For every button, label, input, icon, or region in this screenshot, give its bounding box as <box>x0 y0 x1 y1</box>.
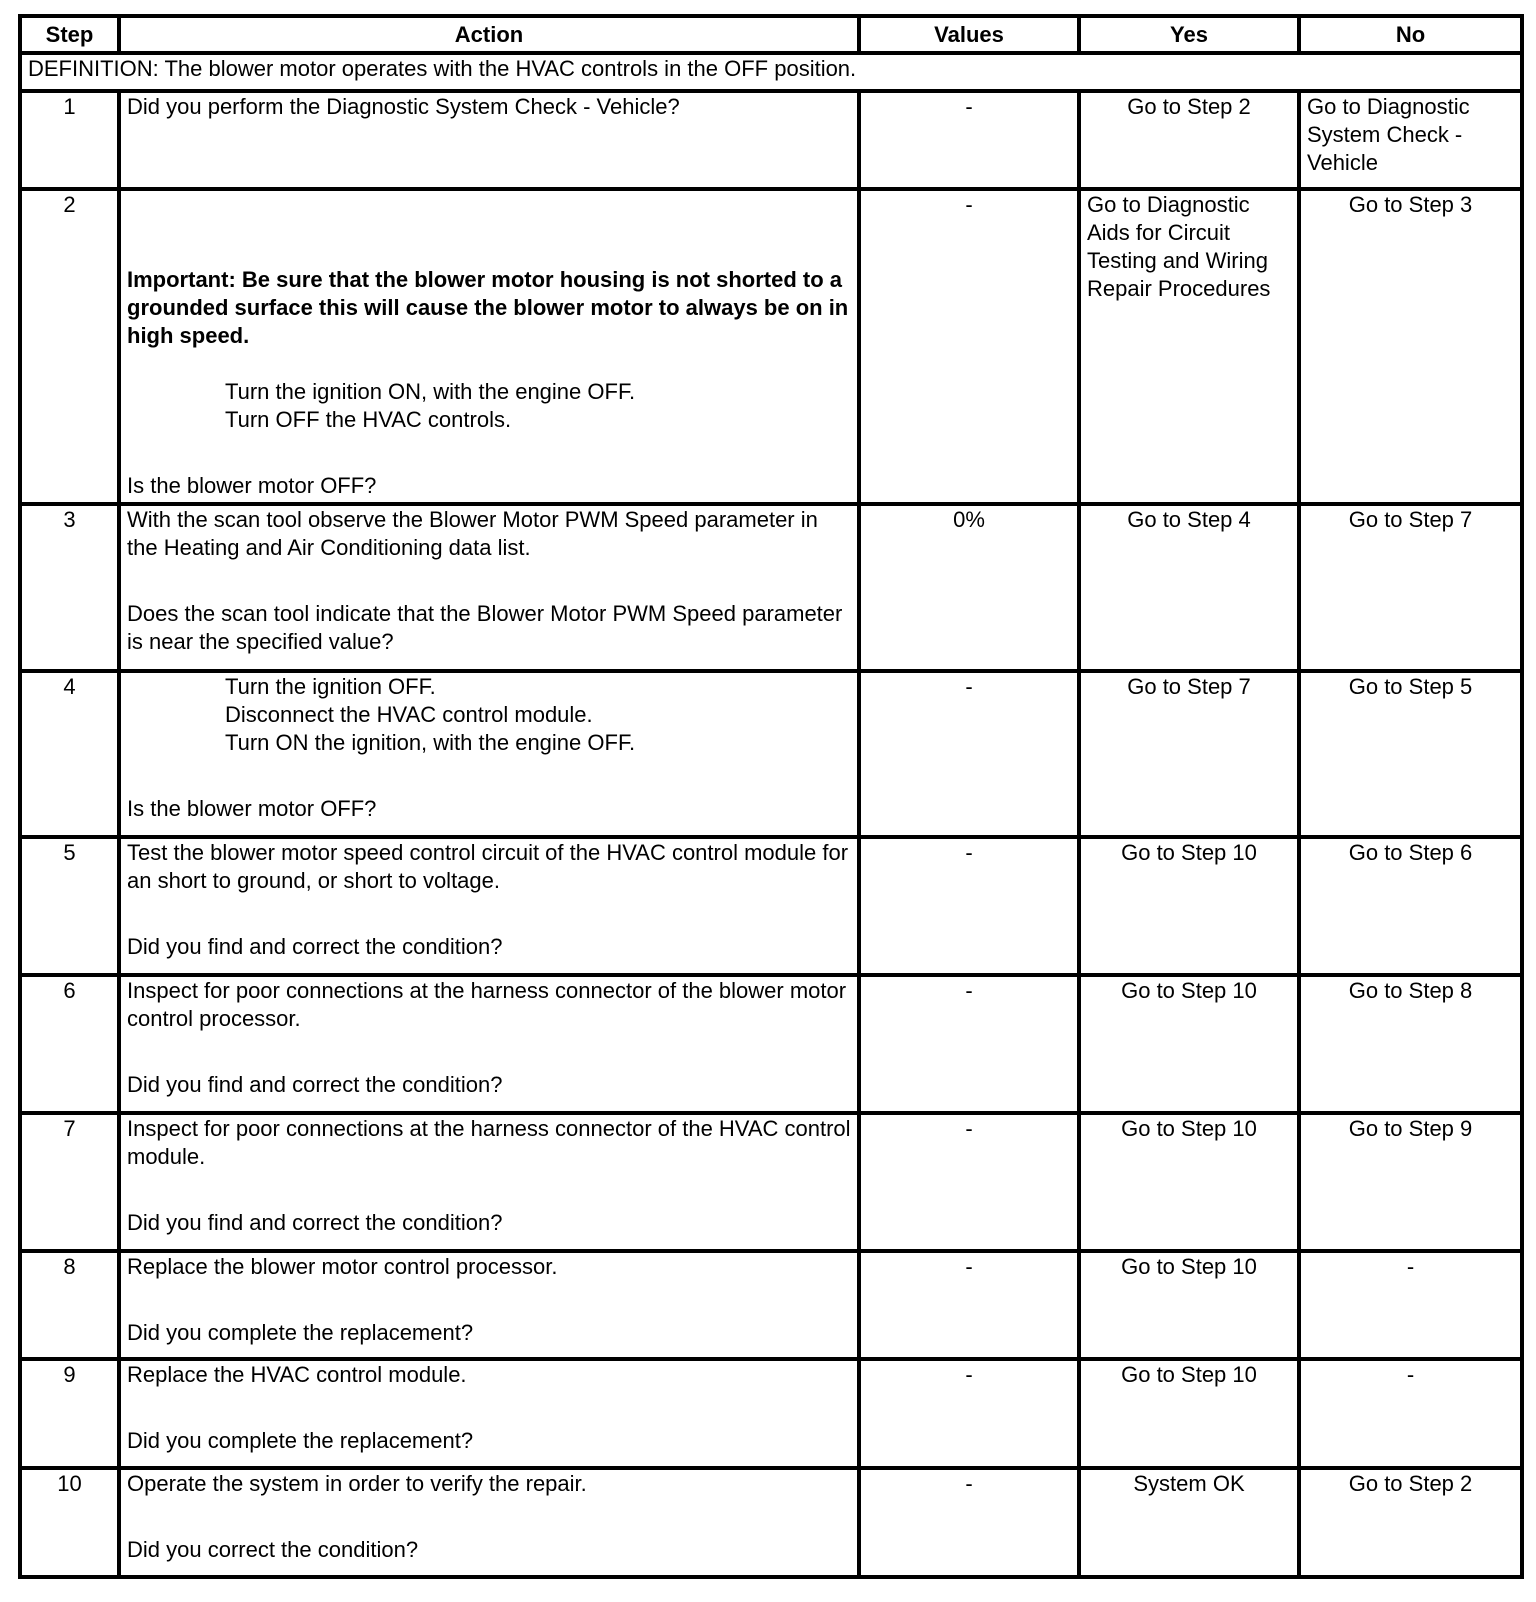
action-question: Did you complete the replacement? <box>127 1320 474 1345</box>
step-number: 6 <box>20 975 119 1113</box>
yes-cell: Go to Step 2 <box>1079 91 1299 189</box>
no-cell: Go to Step 2 <box>1299 1468 1522 1577</box>
action-cell <box>119 975 859 1113</box>
action-cell <box>119 1359 859 1468</box>
step-number: 8 <box>20 1251 119 1359</box>
values-cell: - <box>859 1468 1079 1577</box>
step-number: 1 <box>20 91 119 189</box>
diagnostic-table <box>18 14 1524 1579</box>
action-bullet: Turn ON the ignition, with the engine OFF. <box>225 730 636 755</box>
header-row <box>20 16 1522 53</box>
no-cell: Go to Step 9 <box>1299 1113 1522 1251</box>
no-cell: Go to Step 5 <box>1299 671 1522 837</box>
no-cell: Go to Step 6 <box>1299 837 1522 975</box>
step-number: 7 <box>20 1113 119 1251</box>
definition-text: DEFINITION: The blower motor operates with the HVAC controls in the OFF position. <box>20 53 1522 91</box>
table-row <box>20 1359 1522 1468</box>
yes-cell: Go to Step 10 <box>1079 1113 1299 1251</box>
table-row <box>20 1468 1522 1577</box>
action-bullet: Disconnect the HVAC control module. <box>225 702 593 727</box>
yes-cell: Go to Step 10 <box>1079 1251 1299 1359</box>
yes-cell: Go to Step 4 <box>1079 504 1299 671</box>
no-cell: - <box>1299 1251 1522 1359</box>
action-instruction: Replace the blower motor control processor. <box>127 1254 558 1279</box>
table-row <box>20 671 1522 837</box>
action-cell <box>119 671 859 837</box>
header-values: Values <box>859 16 1079 53</box>
action-instruction: Replace the HVAC control module. <box>127 1362 467 1387</box>
no-cell: Go to Diagnostic System Check - Vehicle <box>1299 91 1522 189</box>
action-cell <box>119 91 859 189</box>
yes-cell: Go to Step 10 <box>1079 975 1299 1113</box>
header-action: Action <box>119 16 859 53</box>
action-text: Did you perform the Diagnostic System Check - Vehicle? <box>127 94 680 119</box>
values-cell: - <box>859 975 1079 1113</box>
table-row <box>20 1251 1522 1359</box>
action-question: Is the blower motor OFF? <box>127 473 377 498</box>
values-cell: 0% <box>859 504 1079 671</box>
yes-cell: Go to Step 7 <box>1079 671 1299 837</box>
yes-cell: Go to Step 10 <box>1079 1359 1299 1468</box>
values-cell: - <box>859 1359 1079 1468</box>
definition-row <box>20 53 1522 91</box>
header-yes: Yes <box>1079 16 1299 53</box>
action-cell <box>119 1113 859 1251</box>
no-cell: Go to Step 7 <box>1299 504 1522 671</box>
action-question: Does the scan tool indicate that the Blower Motor PWM Speed parameter is near the specified value? <box>127 601 843 654</box>
action-cell <box>119 1251 859 1359</box>
values-cell: - <box>859 91 1079 189</box>
action-question: Did you find and correct the condition? <box>127 1072 503 1097</box>
important-note: Important: Be sure that the blower motor housing is not shorted to a grounded surface this will cause the blower motor to always be on in high speed. <box>127 267 849 348</box>
action-instruction: Inspect for poor connections at the harness connector of the HVAC control module. <box>127 1116 851 1169</box>
action-instruction: With the scan tool observe the Blower Motor PWM Speed parameter in the Heating and Air Conditioning data list. <box>127 507 818 560</box>
yes-cell: Go to Step 10 <box>1079 837 1299 975</box>
table-row <box>20 504 1522 671</box>
action-instruction: Operate the system in order to verify the repair. <box>127 1471 587 1496</box>
action-instruction: Test the blower motor speed control circuit of the HVAC control module for an short to ground, or short to voltage. <box>127 840 849 893</box>
table-row <box>20 975 1522 1113</box>
values-cell: - <box>859 189 1079 504</box>
action-question: Did you correct the condition? <box>127 1537 419 1562</box>
step-number: 3 <box>20 504 119 671</box>
yes-cell: System OK <box>1079 1468 1299 1577</box>
action-question: Is the blower motor OFF? <box>127 796 377 821</box>
action-instruction: Inspect for poor connections at the harness connector of the blower motor control processor. <box>127 978 847 1031</box>
table-row <box>20 837 1522 975</box>
yes-cell: Go to Diagnostic Aids for Circuit Testing and Wiring Repair Procedures <box>1079 189 1299 504</box>
step-number: 4 <box>20 671 119 837</box>
action-question: Did you find and correct the condition? <box>127 934 503 959</box>
action-cell <box>119 189 859 504</box>
values-cell: - <box>859 837 1079 975</box>
action-bullet: Turn the ignition OFF. <box>225 674 436 699</box>
table-row <box>20 91 1522 189</box>
table-row <box>20 1113 1522 1251</box>
action-question: Did you complete the replacement? <box>127 1428 474 1453</box>
action-cell <box>119 1468 859 1577</box>
step-number: 10 <box>20 1468 119 1577</box>
header-no: No <box>1299 16 1522 53</box>
action-bullet: Turn the ignition ON, with the engine OFF. <box>225 379 636 404</box>
step-number: 9 <box>20 1359 119 1468</box>
action-bullet: Turn OFF the HVAC controls. <box>225 407 512 432</box>
action-cell <box>119 504 859 671</box>
no-cell: - <box>1299 1359 1522 1468</box>
no-cell: Go to Step 8 <box>1299 975 1522 1113</box>
action-cell <box>119 837 859 975</box>
step-number: 5 <box>20 837 119 975</box>
no-cell: Go to Step 3 <box>1299 189 1522 504</box>
values-cell: - <box>859 1251 1079 1359</box>
action-question: Did you find and correct the condition? <box>127 1210 503 1235</box>
table-row <box>20 189 1522 504</box>
step-number: 2 <box>20 189 119 504</box>
values-cell: - <box>859 671 1079 837</box>
header-step: Step <box>20 16 119 53</box>
values-cell: - <box>859 1113 1079 1251</box>
